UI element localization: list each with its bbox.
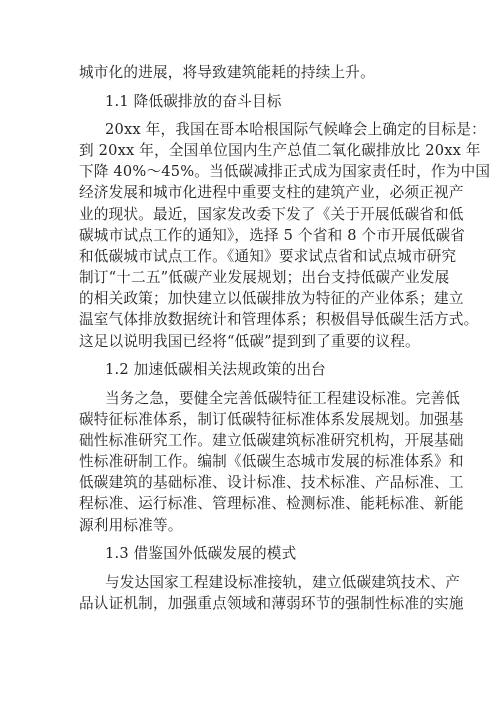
paragraph-line: 到 20xx 年，全国单位国内生产总值二氧化碳排放比 20xx 年 [79,142,481,159]
paragraph-line: 制订“十二五”低碳产业发展规划；出台支持低碳产业发展 [79,269,450,286]
section-heading-1-1: 1.1 降低碳排放的奋斗目标 [105,93,282,110]
paragraph-line: 的相关政策；加快建立以低碳排放为特征的产业体系；建立 [79,290,464,307]
paragraph-line: 程标准、运行标准、管理标准、检测标准、能耗标准、新能 [79,495,464,512]
paragraph-line: 低碳建筑的基础标准、设计标准、技术标准、产品标准、工 [79,474,464,491]
paragraph-line: 和低碳城市试点工作。《通知》要求试点省和试点城市研究 [79,248,457,265]
paragraph-line: 品认证机制，加强重点领域和薄弱环节的强制性标准的实施 [79,595,464,612]
paragraph-line: 碳城市试点工作的通知》，选择 5 个省和 8 个市开展低碳省 [79,227,466,244]
paragraph-line: 源利用标准等。 [79,517,183,534]
paragraph-line: 碳特征标准体系，制订低碳特征标准体系发展规划。加强基 [79,411,464,428]
paragraph-line: 与发达国家工程建设标准接轨，建立低碳建筑技术、产 [105,574,461,591]
paragraph-line: 温室气体排放数据统计和管理体系；积极倡导低碳生活方式。 [79,311,479,328]
paragraph-line: 这足以说明我国已经将“低碳”提到到了重要的议程。 [79,333,420,350]
paragraph-line: 础性标准研究工作。建立低碳建筑标准研究机构，开展基础 [79,432,464,449]
paragraph-line: 下降 40%～45%。当低碳减排正式成为国家责任时，作为中国 [79,163,491,180]
paragraph-line: 当务之急，要健全完善低碳特征工程建设标准。完善低 [105,390,461,407]
section-heading-1-3: 1.3 借鉴国外低碳发展的模式 [105,545,297,562]
paragraph-line: 城市化的进展，将导致建筑能耗的持续上升。 [79,64,375,81]
paragraph-line: 经济发展和城市化进程中重要支柱的建筑产业，必须正视产 [79,184,464,201]
section-heading-1-2: 1.2 加速低碳相关法规政策的出台 [105,361,326,378]
paragraph-line: 业的现状。最近，国家发改委下发了《关于开展低碳省和低 [79,206,464,223]
paragraph-line: 20xx 年，我国在哥本哈根国际气候峰会上确定的目标是： [105,121,486,138]
paragraph-line: 性标准研制工作。编制《低碳生态城市发展的标准体系》和 [79,453,464,470]
